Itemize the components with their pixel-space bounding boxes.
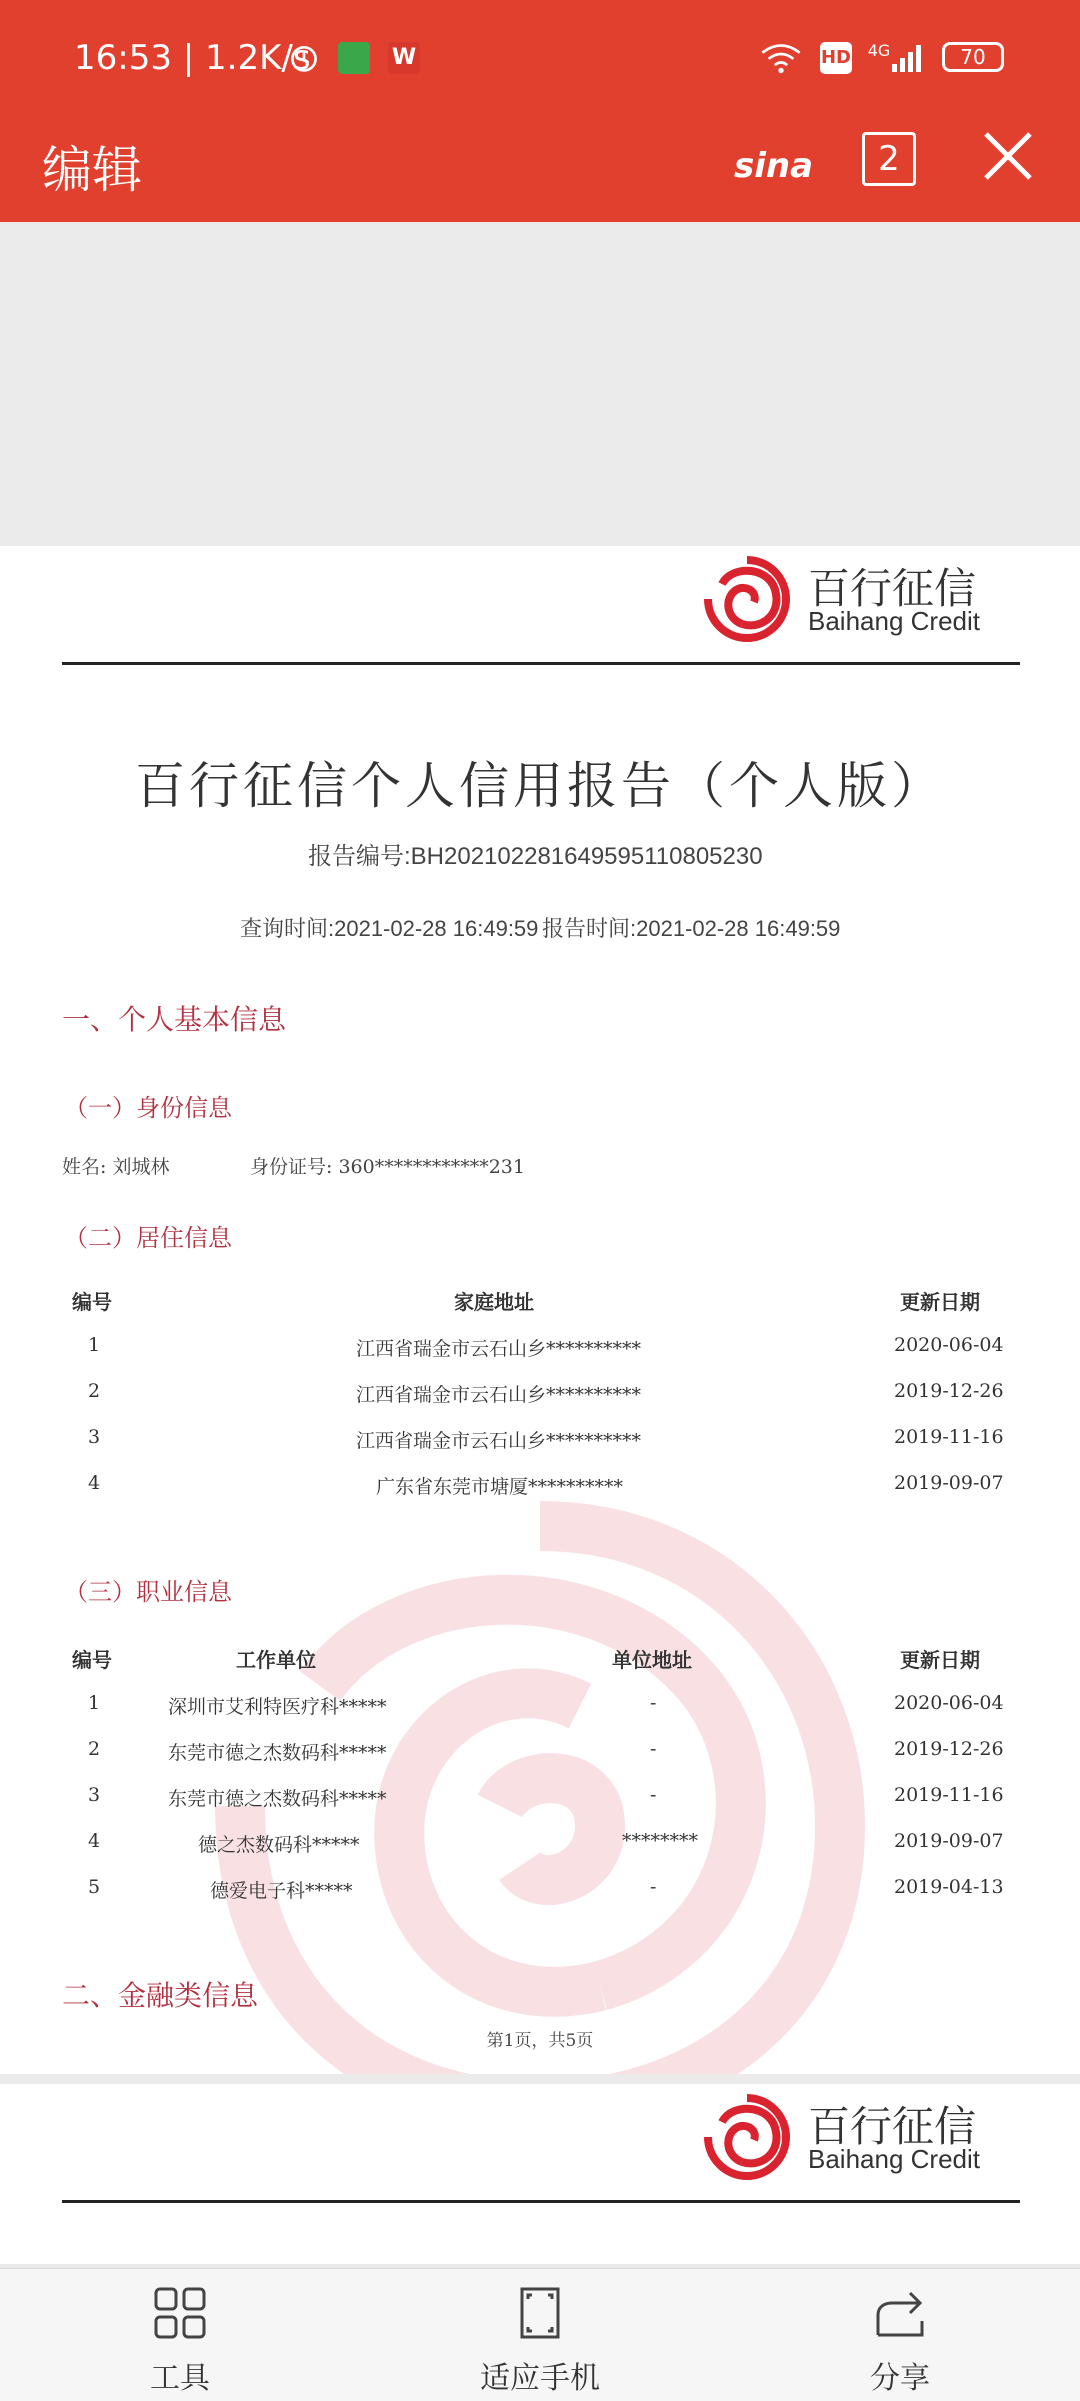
row-employer: 深圳市艾利特医疗科***** (168, 1696, 387, 1718)
row-address: 广东省东莞市塘厦********** (376, 1476, 624, 1498)
job-header-no: 编号 (72, 1648, 112, 1672)
battery-icon (942, 42, 1004, 72)
row-no: 4 (88, 1830, 101, 1852)
row-address: - (650, 1738, 657, 1760)
baihang-logo (700, 552, 980, 648)
row-address: - (650, 1784, 657, 1806)
section-personal-info: 一、个人基本信息 (62, 1003, 287, 1036)
share-button[interactable] (800, 2269, 1000, 2401)
job-header-date: 更新日期 (900, 1648, 980, 1672)
query-time: 查询时间:2021-02-28 16:49:59 (240, 916, 539, 941)
wifi-icon (756, 42, 806, 74)
report-number: 报告编号:BH20210228164959511080523​0 (308, 843, 763, 870)
row-date: 2019-12-26 (894, 1738, 1004, 1760)
edit-button[interactable]: 编辑 (42, 141, 142, 199)
row-no: 1 (88, 1692, 101, 1714)
row-no: 4 (88, 1472, 101, 1494)
row-no: 3 (88, 1784, 101, 1806)
id-number-field: 身份证号: 360************231 (250, 1156, 525, 1178)
logo-text-en: Baihang Credit (808, 2144, 980, 2174)
blank-area (0, 222, 1080, 546)
tools-label: 工具 (150, 2361, 210, 2396)
residence-header-address: 家庭地址 (454, 1290, 534, 1314)
hd-badge: HD (820, 42, 852, 74)
row-employer: 东莞市德之杰数码科***** (168, 1788, 387, 1810)
job-header-employer: 工作单位 (236, 1648, 316, 1672)
tabs-count-button[interactable]: 2 (862, 132, 916, 186)
report-page-1 (0, 546, 1080, 2074)
row-no: 2 (88, 1380, 101, 1402)
row-no: 1 (88, 1334, 101, 1356)
row-date: 2019-11-16 (894, 1784, 1004, 1806)
job-info-title: （三）职业信息 (64, 1578, 232, 1606)
wps-app-icon: W (388, 42, 420, 74)
residence-info-title: （二）居住信息 (64, 1224, 232, 1252)
name-field: 姓名: 刘城林 (62, 1156, 170, 1178)
row-employer: 德之杰数码科***** (198, 1834, 360, 1856)
header-rule (62, 662, 1020, 665)
battery-level: 70 (960, 45, 986, 69)
grid-tools-icon (152, 2285, 208, 2341)
baihang-watermark-icon (200, 1486, 880, 2074)
row-date: 2019-09-07 (894, 1472, 1004, 1494)
report-time: 报告时间:2021-02-28 16:49:59 (542, 916, 841, 941)
row-date: 2019-09-07 (894, 1830, 1004, 1852)
row-address: 江西省瑞金市云石山乡********** (356, 1338, 642, 1360)
alarm-icon (286, 42, 322, 74)
fit-screen-icon (512, 2285, 568, 2341)
section-financial-info: 二、金融类信息 (62, 1979, 259, 2012)
report-title: 百行征信个人信用报告（个人版） (135, 757, 945, 815)
logo-text-en: Baihang Credit (808, 606, 980, 636)
row-no: 2 (88, 1738, 101, 1760)
baihang-logo (700, 2090, 980, 2186)
row-date: 2020-06-04 (894, 1692, 1004, 1714)
fit-phone-label: 适应手机 (480, 2361, 600, 2396)
row-address: - (650, 1692, 657, 1714)
row-no: 3 (88, 1426, 101, 1448)
share-label: 分享 (870, 2361, 930, 2396)
logo-text-zh: 百行征信 (808, 2102, 977, 2151)
row-address: ******** (622, 1830, 698, 1852)
bottom-toolbar (0, 2268, 1080, 2401)
status-bar (0, 0, 1080, 118)
report-page-2 (0, 2084, 1080, 2264)
baihang-logo-icon (702, 2092, 792, 2182)
job-header-address: 单位地址 (612, 1648, 692, 1672)
row-date: 2019-12-26 (894, 1380, 1004, 1402)
row-address: - (650, 1876, 657, 1898)
tools-button[interactable] (80, 2269, 280, 2401)
sina-logo-button[interactable]: sina (734, 146, 814, 186)
row-employer: 东莞市德之杰数码科***** (168, 1742, 387, 1764)
baihang-logo-icon (702, 554, 792, 644)
logo-text-zh: 百行征信 (808, 564, 977, 613)
row-employer: 德爱电子科***** (210, 1880, 353, 1902)
close-icon[interactable] (980, 128, 1036, 184)
residence-header-date: 更新日期 (900, 1290, 980, 1314)
row-address: 江西省瑞金市云石山乡********** (356, 1430, 642, 1452)
network-type: 4G (867, 41, 891, 60)
page-number: 第1页，共5页 (486, 2031, 594, 2051)
share-icon (872, 2285, 928, 2341)
residence-header-no: 编号 (72, 1290, 112, 1314)
row-date: 2020-06-04 (894, 1334, 1004, 1356)
android-app-icon (338, 42, 370, 74)
row-date: 2019-04-13 (894, 1876, 1004, 1898)
row-address: 江西省瑞金市云石山乡********** (356, 1384, 642, 1406)
top-toolbar (0, 118, 1080, 222)
row-no: 5 (88, 1876, 101, 1898)
header-rule (62, 2200, 1020, 2203)
identity-info-title: （一）身份信息 (64, 1094, 232, 1122)
fit-phone-button[interactable] (440, 2269, 640, 2401)
row-date: 2019-11-16 (894, 1426, 1004, 1448)
signal-icon (890, 42, 926, 74)
status-time: 16:53 | 1.2K/s (74, 38, 311, 78)
